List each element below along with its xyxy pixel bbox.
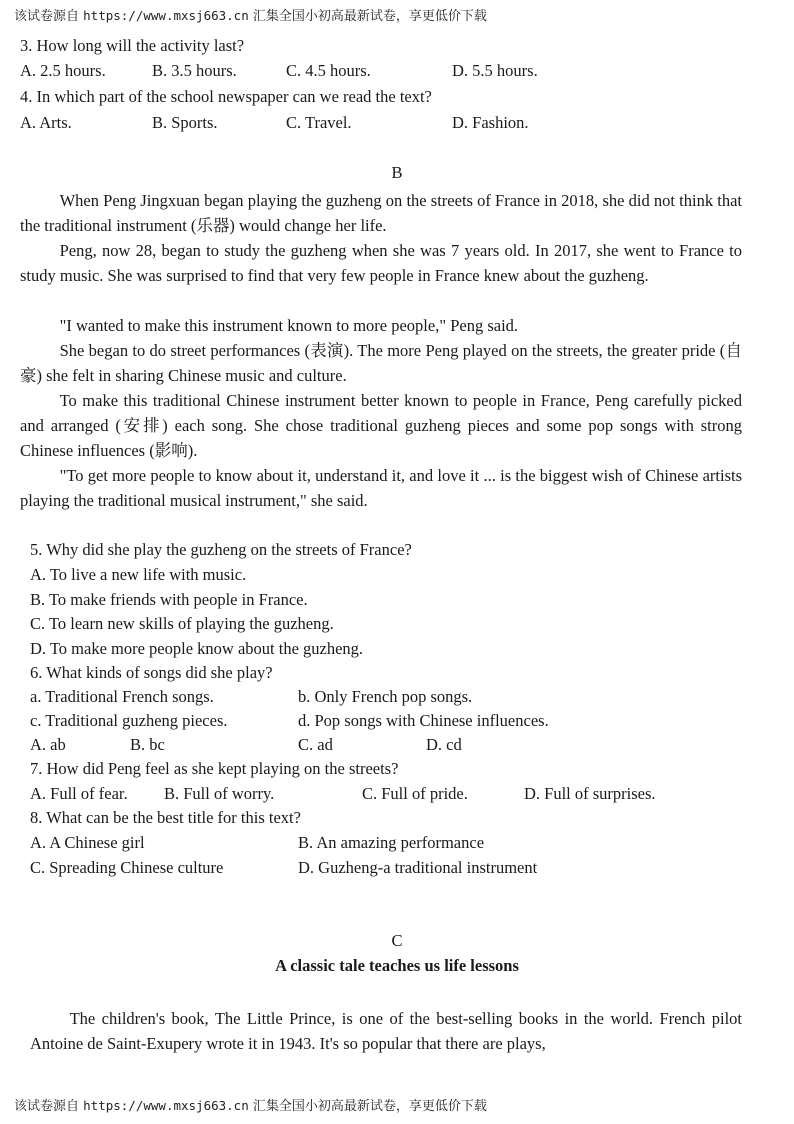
q7-option-c: C. Full of pride. xyxy=(362,784,468,803)
q3-stem: 3. How long will the activity last? xyxy=(20,36,245,55)
q7-option-b: B. Full of worry. xyxy=(164,784,275,803)
q6-option-a: A. ab xyxy=(30,735,66,754)
page-header xyxy=(14,8,487,25)
q8-stem: 8. What can be the best title for this text? xyxy=(30,808,301,827)
q7-option-d: D. Full of surprises. xyxy=(524,784,656,803)
q5-stem: 5. Why did she play the guzheng on the streets of France? xyxy=(30,540,412,559)
passage-b-paragraph-3: "I wanted to make this instrument known to more people," Peng said. xyxy=(59,316,519,335)
section-c-label: C xyxy=(391,931,403,950)
q8-option-a: A. A Chinese girl xyxy=(30,833,145,852)
q7-stem: 7. How did Peng feel as she kept playing on the streets? xyxy=(30,759,399,778)
q6-item-b: b. Only French pop songs. xyxy=(298,687,473,706)
q6-stem: 6. What kinds of songs did she play? xyxy=(30,663,273,682)
q5-option-b: B. To make friends with people in France. xyxy=(30,590,308,609)
header-prefix: 该试卷源自 xyxy=(14,9,80,24)
q3-option-b: B. 3.5 hours. xyxy=(152,61,237,80)
footer-suffix: 汇集全国小初高最新试卷，享更低价下载 xyxy=(252,1099,487,1114)
passage-c-paragraph-1: The children's book, The Little Prince, is one of the best-selling books in the world. French pilot Antoine de Saint-Exupery wrote it in 1943. It's so popular that there are plays, xyxy=(30,1009,742,1053)
passage-b-paragraph-2: Peng, now 28, began to study the guzheng when she was 7 years old. In 2017, she went to France to study music. She was surprised to find that very few people in France knew about the guzheng. xyxy=(20,241,742,285)
page-footer xyxy=(14,1098,487,1115)
passage-b-paragraph-1: When Peng Jingxuan began playing the guzheng on the streets of France in 2018, she did not think that the traditional instrument (乐器) would change her life. xyxy=(20,191,742,235)
q4-option-b: B. Sports. xyxy=(152,113,218,132)
footer-url[interactable]: https://www.mxsj663.cn xyxy=(83,1098,249,1113)
q3-option-a: A. 2.5 hours. xyxy=(20,61,106,80)
header-suffix: 汇集全国小初高最新试卷，享更低价下载 xyxy=(252,9,487,24)
q8-option-d: D. Guzheng-a traditional instrument xyxy=(298,858,538,877)
section-b-label: B xyxy=(391,163,403,182)
q4-option-c: C. Travel. xyxy=(286,113,352,132)
q3-option-c: C. 4.5 hours. xyxy=(286,61,371,80)
q6-option-d: D. cd xyxy=(426,735,462,754)
section-c-title: A classic tale teaches us life lessons xyxy=(275,956,519,975)
q6-item-d: d. Pop songs with Chinese influences. xyxy=(298,711,549,730)
q5-option-a: A. To live a new life with music. xyxy=(30,565,247,584)
q5-option-d: D. To make more people know about the guzheng. xyxy=(30,639,364,658)
q7-option-a: A. Full of fear. xyxy=(30,784,128,803)
q6-item-a: a. Traditional French songs. xyxy=(30,687,214,706)
passage-b-paragraph-4: She began to do street performances (表演). The more Peng played on the streets, the greater pride (自豪) she felt in sharing Chinese music and culture. xyxy=(20,341,742,385)
q6-option-b: B. bc xyxy=(130,735,165,754)
passage-b-paragraph-5: To make this traditional Chinese instrument better known to people in France, Peng carefully picked and arranged (安排) each song. She chose traditional guzheng pieces and some pop songs with strong Chinese influences (影响). xyxy=(20,391,742,460)
q4-option-d: D. Fashion. xyxy=(452,113,529,132)
q6-item-c: c. Traditional guzheng pieces. xyxy=(30,711,228,730)
q3-option-d: D. 5.5 hours. xyxy=(452,61,538,80)
q4-stem: 4. In which part of the school newspaper can we read the text? xyxy=(20,87,432,106)
q8-option-c: C. Spreading Chinese culture xyxy=(30,858,224,877)
footer-prefix: 该试卷源自 xyxy=(14,1099,80,1114)
header-url[interactable]: https://www.mxsj663.cn xyxy=(83,8,249,23)
q4-option-a: A. Arts. xyxy=(20,113,72,132)
q6-option-c: C. ad xyxy=(298,735,333,754)
passage-b-paragraph-6: "To get more people to know about it, understand it, and love it ... is the biggest wish of Chinese artists playing the traditional musical instrument," she said. xyxy=(20,466,742,510)
q5-option-c: C. To learn new skills of playing the guzheng. xyxy=(30,614,334,633)
q8-option-b: B. An amazing performance xyxy=(298,833,485,852)
